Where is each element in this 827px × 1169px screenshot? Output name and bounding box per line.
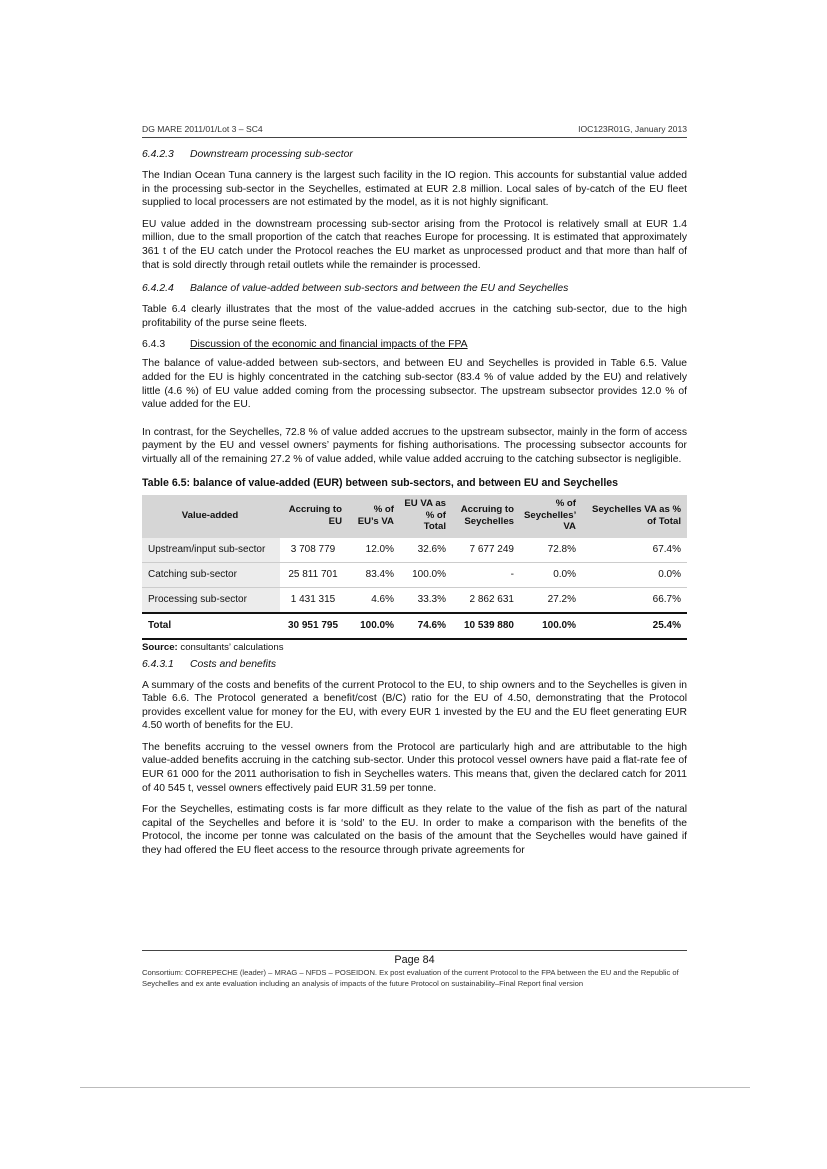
document-page [142,124,687,866]
table-caption: Table 6.5: balance of value-added (EUR) between sub-sectors, and between EU and Seychelles [142,476,619,489]
column-header: % of EU’s VA [348,495,400,538]
table-cell: 0.0% [582,562,687,587]
column-header: Accruing to Seychelles [452,495,520,538]
table-cell: 100.0% [400,562,452,587]
table-cell: 66.7% [582,587,687,613]
table-cell: 27.2% [520,587,582,613]
table-cell: 74.6% [400,613,452,639]
header-right: IOC123R01G, January 2013 [578,124,687,134]
footer-consortium-note: Consortium: COFREPECHE (leader) – MRAG – NFDS – POSEIDON. Ex post evaluation of the current Protocol to the FPA between the EU and the Republic of Seychelles and ex ante evaluation including an analysis of impacts of the future Protocol on sustainability–Final Report final version [142,968,679,988]
table-cell: 10 539 880 [452,613,520,639]
table-cell: 25.4% [582,613,687,639]
paragraph: For the Seychelles, estimating costs is far more difficult as they relate to the value of the fish as part of the natural capital of the Seychelles and before it is ‘sold’ to the EU. In order to make a comparison with the benefits of the Protocol, the income per tonne was calculated on the basis of the amount that the Seychelles would have gained if they had offered the EU fleet access to the resource through private agreements for [142,804,687,857]
heading-number: 6.4.2.4 [142,283,174,295]
table-cell: - [452,562,520,587]
heading-6423 [142,149,687,160]
row-label: Upstream/input sub-sector [142,538,280,563]
column-header: % of Seychelles’ VA [520,495,582,538]
header-left: DG MARE 2011/01/Lot 3 – SC4 [142,124,263,134]
heading-6431 [142,659,687,670]
table-cell: 100.0% [348,613,400,639]
heading-title: Downstream processing sub-sector [190,149,353,160]
heading-number: 6.4.3.1 [142,658,174,670]
table-cell: 100.0% [520,613,582,639]
table-cell: 2 862 631 [452,587,520,613]
paragraph: In contrast, for the Seychelles, 72.8 % of value added accrues to the upstream subsector, mainly in the form of access payment by the EU and vessel owners’ payments for fishing authorisations. The processing subsector accounts for virtually all of the remaining 27.2 % of value added, while value added accruing to the catching subsector is negligible. [142,426,687,465]
paragraph: The Indian Ocean Tuna cannery is the largest such facility in the IO region. This accounts for substantial value added in the processing sub-sector in the Seychelles, estimated at EUR 2.8 million. Local sales of by-catch of the EU fleet supplied to local processers are not estimated by the model, as it is not highly significant. [142,170,687,209]
table-cell: 12.0% [348,538,400,563]
table-cell: 0.0% [520,562,582,587]
heading-title: Discussion of the economic and financial impacts of the FPA [190,339,468,351]
table-row [142,587,687,613]
value-added-table [142,495,687,640]
heading-title: Balance of value-added between sub-sectors and between the EU and Seychelles [190,283,569,295]
table-cell: 72.8% [520,538,582,563]
heading-643 [142,339,687,350]
heading-number: 6.4.2.3 [142,149,174,160]
bottom-divider [80,1087,750,1088]
source-label: Source: [142,641,178,653]
column-header: Seychelles VA as % of Total [582,495,687,538]
table-cell: 1 431 315 [280,587,348,613]
table-source [142,642,687,653]
table-cell: 32.6% [400,538,452,563]
table-cell: 3 708 779 [280,538,348,563]
column-header: EU VA as % of Total [400,495,452,538]
table-cell: 33.3% [400,587,452,613]
heading-number: 6.4.3 [142,339,166,351]
paragraph: EU value added in the downstream processing sub-sector arising from the Protocol is relatively small at EUR 1.4 million, due to the small proportion of the catch that reaches Europe for processing. It is estimated that approximately 361 t of the EU catch under the Protocol reaches the EU market as unprocessed product and that more than half of that is sold directly through retail outlets while the remainder is processed. [142,218,687,271]
row-label: Processing sub-sector [142,587,280,613]
table-cell: 7 677 249 [452,538,520,563]
paragraph: A summary of the costs and benefits of the current Protocol to the EU, to ship owners and to the Seychelles is given in Table 6.6. The Protocol generated a benefit/cost (B/C) ratio for the EU of 4.50, demonstrating that the Protocol provides excellent value for money for the EU, with every EUR 1 invested by the EU and the EU fleet generating EUR 4.50 worth of benefits for the EU. [142,679,687,732]
paragraph: The benefits accruing to the vessel owners from the Protocol are particularly high and are attributable to the high value-added benefits accruing in the catching sub-sector. Under this protocol vessel owners have paid a flat-rate fee of EUR 61 000 for the 2011 authorisation to fish in Seychelles waters. This means that, given the declared catch for 2011 of 40 545 t, vessel owners effectively paid EUR 31.59 per tonne. [142,741,687,794]
row-label: Total [142,613,280,639]
table-cell: 83.4% [348,562,400,587]
table-total-row [142,613,687,639]
table-cell: 67.4% [582,538,687,563]
table-row [142,562,687,587]
page-footer [142,950,687,989]
running-header [142,124,687,138]
table-cell: 30 951 795 [280,613,348,639]
heading-6424 [142,283,687,294]
table-row [142,538,687,563]
table-header-row [142,495,687,538]
table-cell: 25 811 701 [280,562,348,587]
paragraph: The balance of value-added between sub-sectors, and between EU and Seychelles is provided in Table 6.5. Value added for the EU is highly concentrated in the catching sub-sector (83.4 % of value added by the EU) and relatively little (4.6 %) of EU value added coming from the processing subsector. The upstream subsector provides 12.0 % of value added for the EU. [142,358,687,411]
paragraph: Table 6.4 clearly illustrates that the most of the value-added accrues in the catching sub-sector, due to the high profitability of the purse seine fleets. [142,304,687,329]
row-label: Catching sub-sector [142,562,280,587]
heading-title: Costs and benefits [190,658,277,670]
source-text: consultants’ calculations [177,641,284,653]
column-header: Value-added [142,495,280,538]
column-header: Accruing to EU [280,495,348,538]
page-number: Page 84 [394,954,435,966]
table-cell: 4.6% [348,587,400,613]
